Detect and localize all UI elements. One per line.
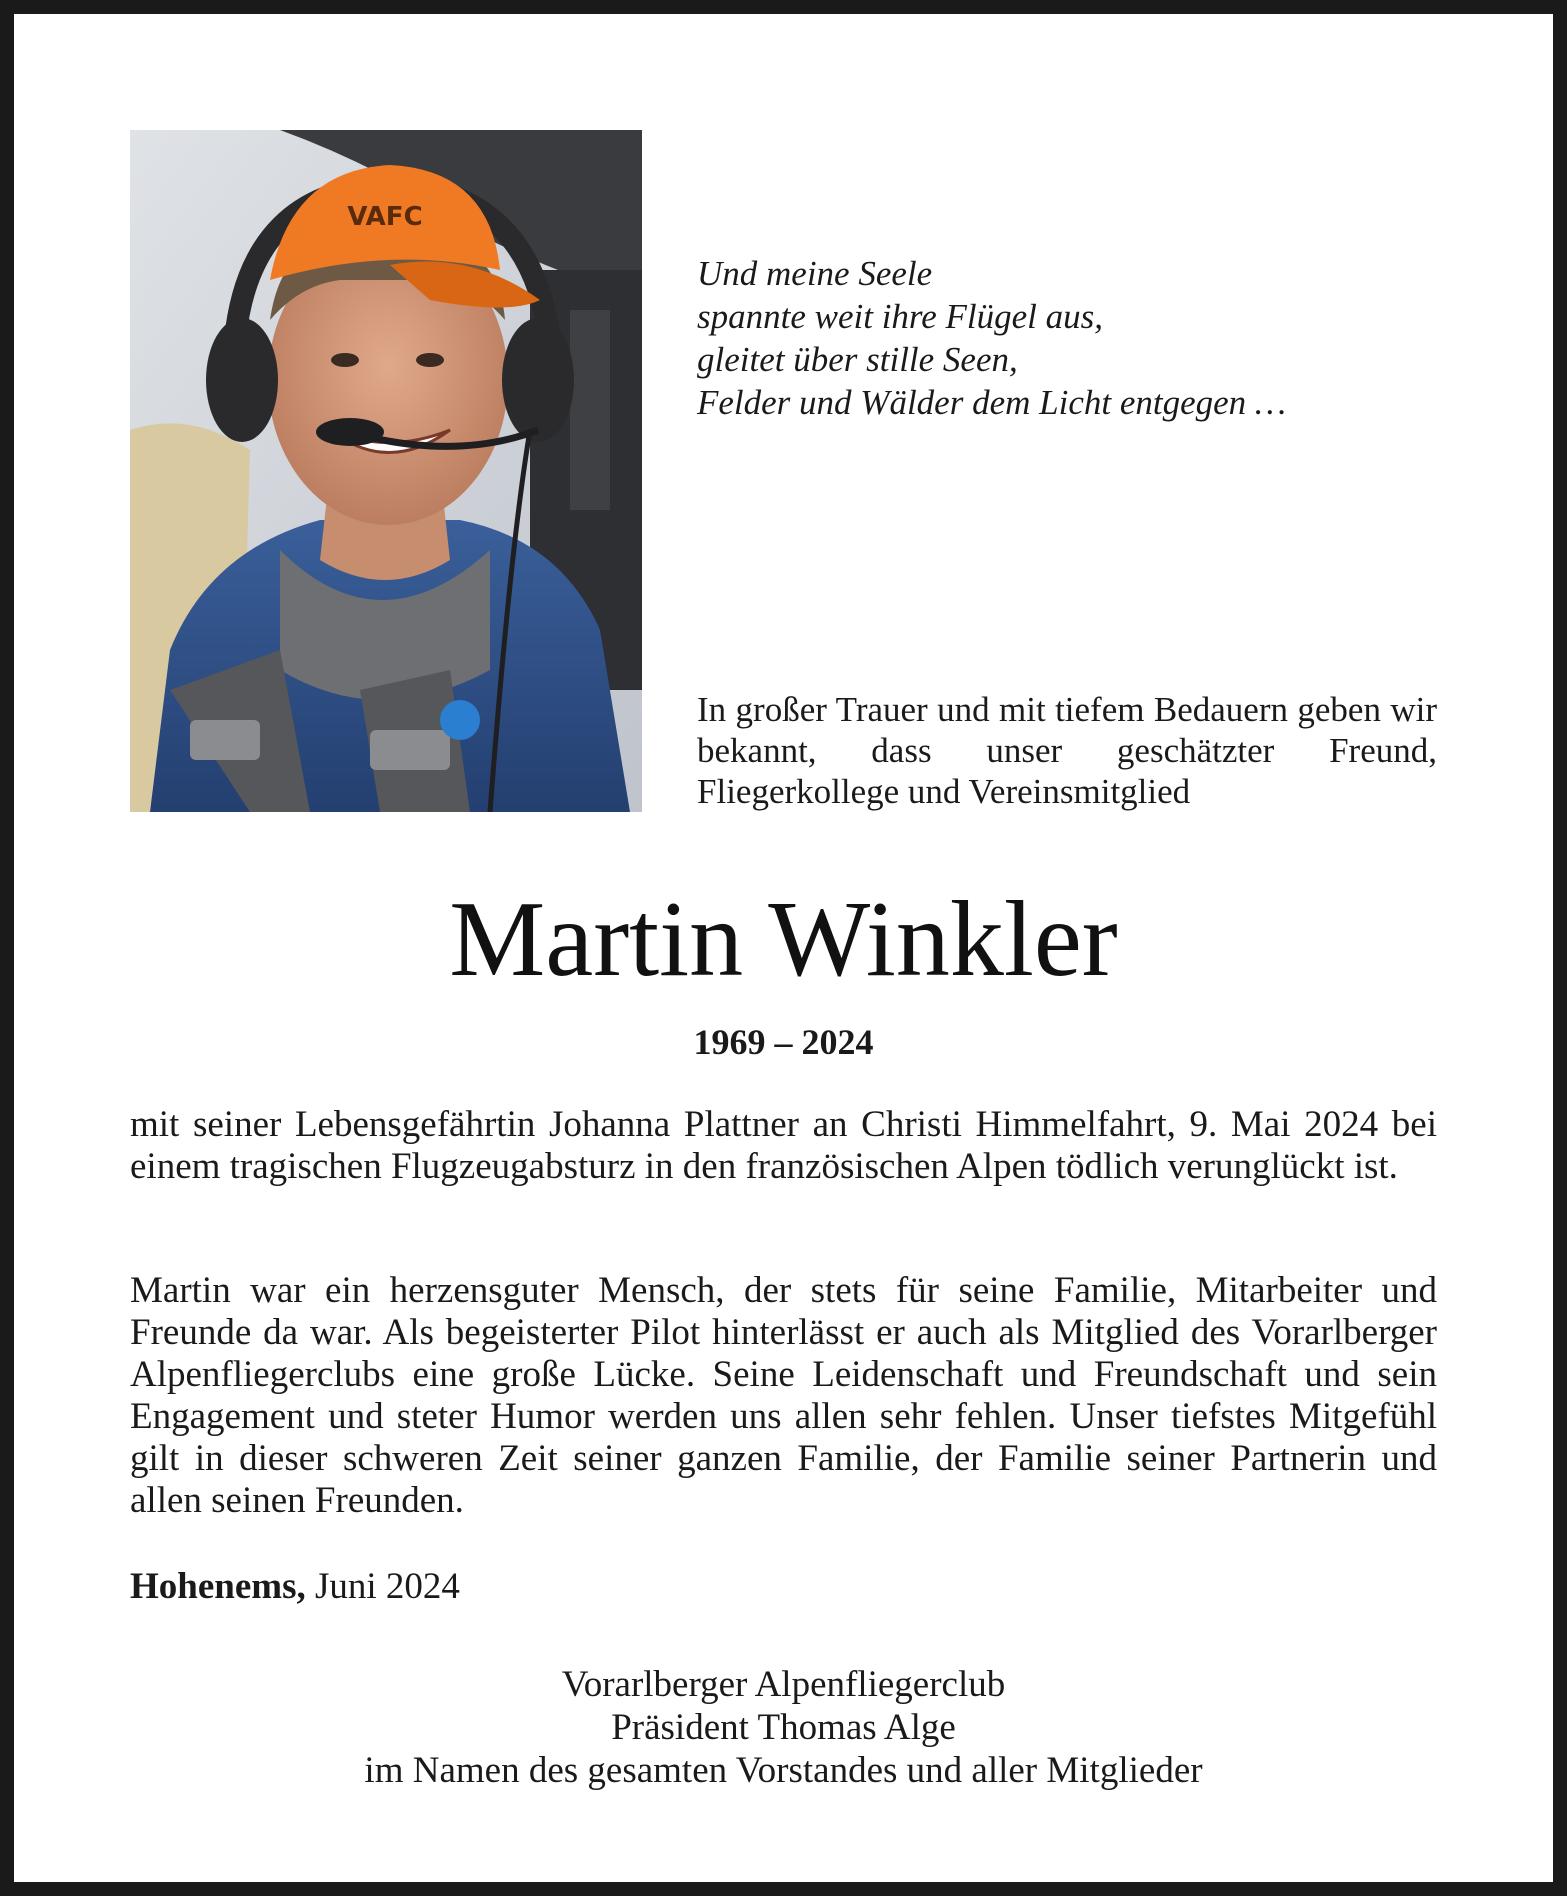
poem-line: Und meine Seele (697, 254, 933, 293)
signature-block (130, 1663, 1437, 1792)
announcement-intro: In großer Trauer und mit tiefem Bedauern geben wir bekannt, dass unser geschätzter Freund, Fliegerkollege und Vereinsmitglied (697, 690, 1437, 811)
signature-president: Präsident Thomas Alge (611, 1707, 956, 1748)
signature-club: Vorarlberger Alpenfliegerclub (561, 1664, 1006, 1705)
place-date-value: Juni 2024 (315, 1566, 460, 1607)
portrait-photo (130, 130, 642, 812)
place-city: Hohenems, (130, 1566, 306, 1607)
paragraph-tribute: Martin war ein herzensguter Mensch, der stets für seine Familie, Mitarbeiter und Freunde da war. Als begeisterter Pilot hinterlässt er auch als Mitglied des Vorarlberger Alpenfliegerclubs eine große Lücke. Seine Leidenschaft und Freundschaft und sein Engagement und steter Humor werden uns allen sehr fehlen. Unser tiefstes Mitgefühl gilt in dieser schweren Zeit seiner ganzen Familie, der Familie seiner Partnerin und allen seinen Freunden. (130, 1270, 1437, 1521)
poem-quote (697, 252, 1457, 424)
life-years: 1969 – 2024 (693, 1022, 874, 1062)
poem-line: gleitet über stille Seen, (697, 340, 1018, 379)
cap-logo: VAFC (347, 202, 423, 232)
deceased-name: Martin Winkler (449, 880, 1118, 999)
place-date (130, 1565, 460, 1609)
poem-line: Felder und Wälder dem Licht entgegen … (697, 383, 1287, 422)
signature-board: im Namen des gesamten Vorstandes und aller Mitglieder (364, 1750, 1203, 1791)
poem-line: spannte weit ihre Flügel aus, (697, 297, 1104, 336)
paragraph-circumstances: mit seiner Lebensgefährtin Johanna Plattner an Christi Himmelfahrt, 9. Mai 2024 bei einem tragischen Flugzeugabsturz in den französischen Alpen tödlich verunglückt ist. (130, 1104, 1437, 1187)
